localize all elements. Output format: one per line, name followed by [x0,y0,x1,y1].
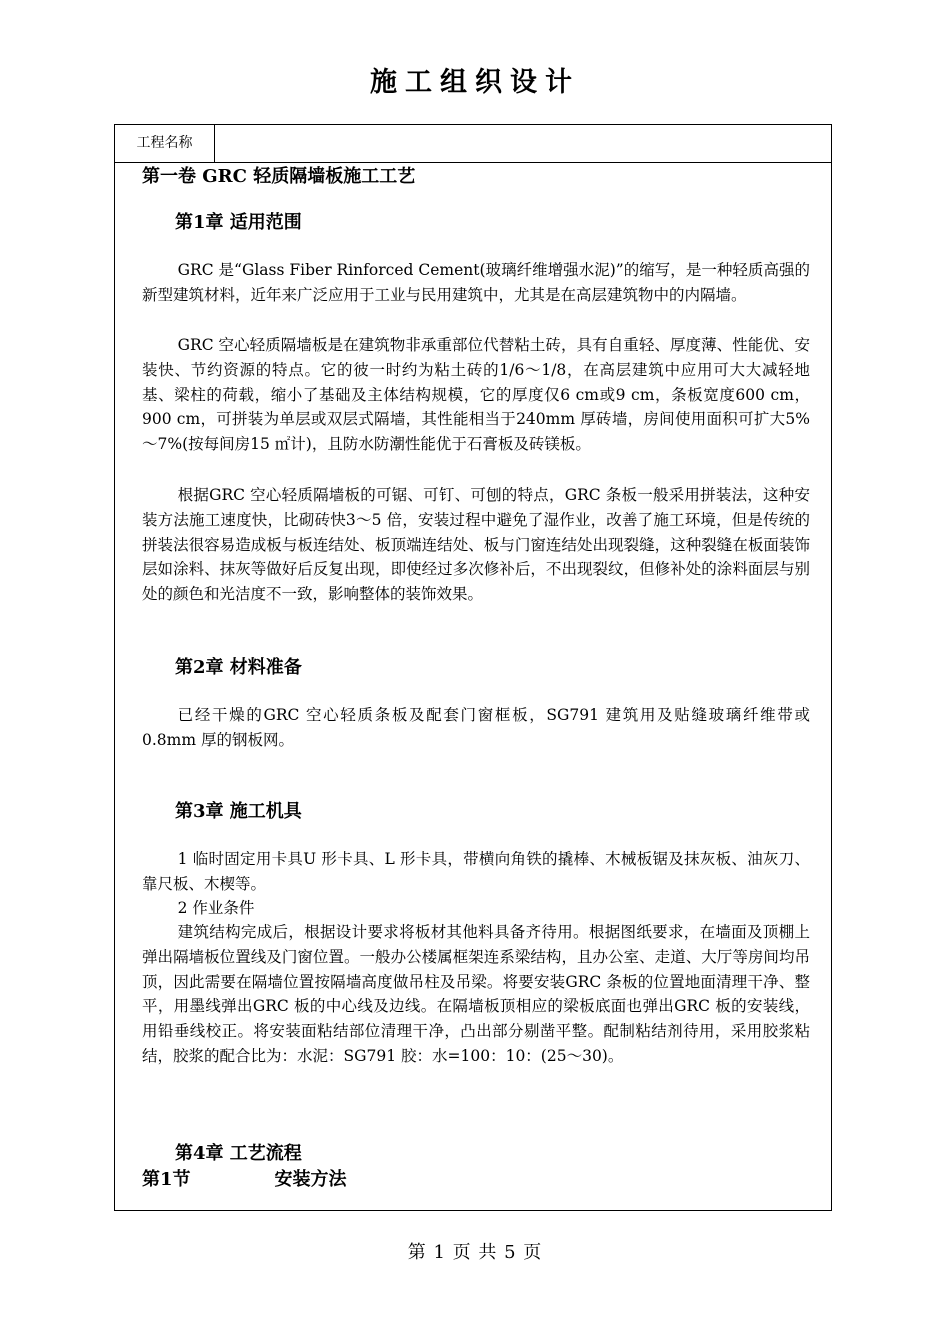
project-name-row [115,125,831,163]
document-title: 施工组织设计 [370,67,580,98]
chapter-1-paragraph-3: 根据GRC 空心轻质隔墙板的可锯、可钉、可刨的特点，GRC 条板一般采用拼装法，这种安装方法施工速度快，比砌砖快3～5 倍，安装过程中避免了湿作业，改善了施工环境，但是传统的拼装法很容易造成板与板连结处、板顶端连结处、板与门窗连结处出现裂缝，这种裂缝在板面装饰层如涂料、抹灰等做好后反复出现，即使经过多次修补后，不出现裂纹，但修补处的涂料面层与别处的颜色和光洁度不一致，影响整体的装饰效果。 [142,486,810,604]
section-number: 第1节 [142,1169,191,1190]
chapter-1-heading: 第1章 适用范围 [175,212,302,233]
chapter-2-paragraph-1: 已经干燥的GRC 空心轻质条板及配套门窗框板，SG791 建筑用及贴缝玻璃纤维带或0.8mm 厚的钢板网。 [142,706,810,749]
chapter-3-heading: 第3章 施工机具 [175,801,302,822]
chapter-3-paragraph-3: 建筑结构完成后，根据设计要求将板材其他料具备齐待用。根据图纸要求，在墙面及顶棚上弹出隔墙板位置线及门窗位置。一般办公楼属框架连系梁结构，且办公室、走道、大厅等房间均吊顶，因此需要在隔墙位置按隔墙高度做吊柱及吊梁。将要安装GRC 条板的位置地面清理干净、整平，用墨线弹出GRC 板的中心线及边线。在隔墙板顶相应的梁板底面也弹出GRC 板的安装线，用铅垂线校正。将安装面粘结部位清理干净，凸出部分剔凿平整。配制粘结剂待用，采用胶浆粘结，胶浆的配合比为：水泥：SG791 胶：水=100：10：(25～30)。 [142,923,810,1065]
project-name-value [215,125,831,162]
project-name-label: 工程名称 [115,125,215,162]
chapter-1-paragraph-1: GRC 是“Glass Fiber Rinforced Cement(玻璃纤维增强水泥)”的缩写，是一种轻质高强的新型建筑材料，近年来广泛应用于工业与民用建筑中，尤其是在高层建筑物中的内隔墙。 [142,261,810,304]
chapter-4-heading: 第4章 工艺流程 [175,1143,302,1164]
chapter-3-paragraph-1: 1 临时固定用卡具U 形卡具、L 形卡具，带横向角铁的撬棒、木械板锯及抹灰板、油灰刀、靠尺板、木楔等。 [142,850,810,893]
section-heading [142,1165,347,1191]
chapter-3-paragraph-2: 2 作业条件 [177,899,255,917]
chapter-2-heading: 第2章 材料准备 [175,657,302,678]
volume-heading: 第一卷 GRC 轻质隔墙板施工工艺 [142,166,416,187]
section-title: 安装方法 [274,1169,347,1190]
page-number: 第 1 页 共 5 页 [407,1242,543,1263]
chapter-1-paragraph-2: GRC 空心轻质隔墙板是在建筑物非承重部位代替粘土砖，具有自重轻、厚度薄、性能优、安装快、节约资源的特点。它的彼一时约为粘土砖的1/6～1/8，在高层建筑中应用可大大减轻地基、梁柱的荷载，缩小了基础及主体结构规模，它的厚度仅6 cm或9 cm，条板宽度600 cm，900 cm，可拼装为单层或双层式隔墙，其性能相当于240mm 厚砖墙，房间使用面积可扩大5%～7%(按每间房15 ㎡计)，且防水防潮性能优于石膏板及砖镁板。 [142,336,810,454]
